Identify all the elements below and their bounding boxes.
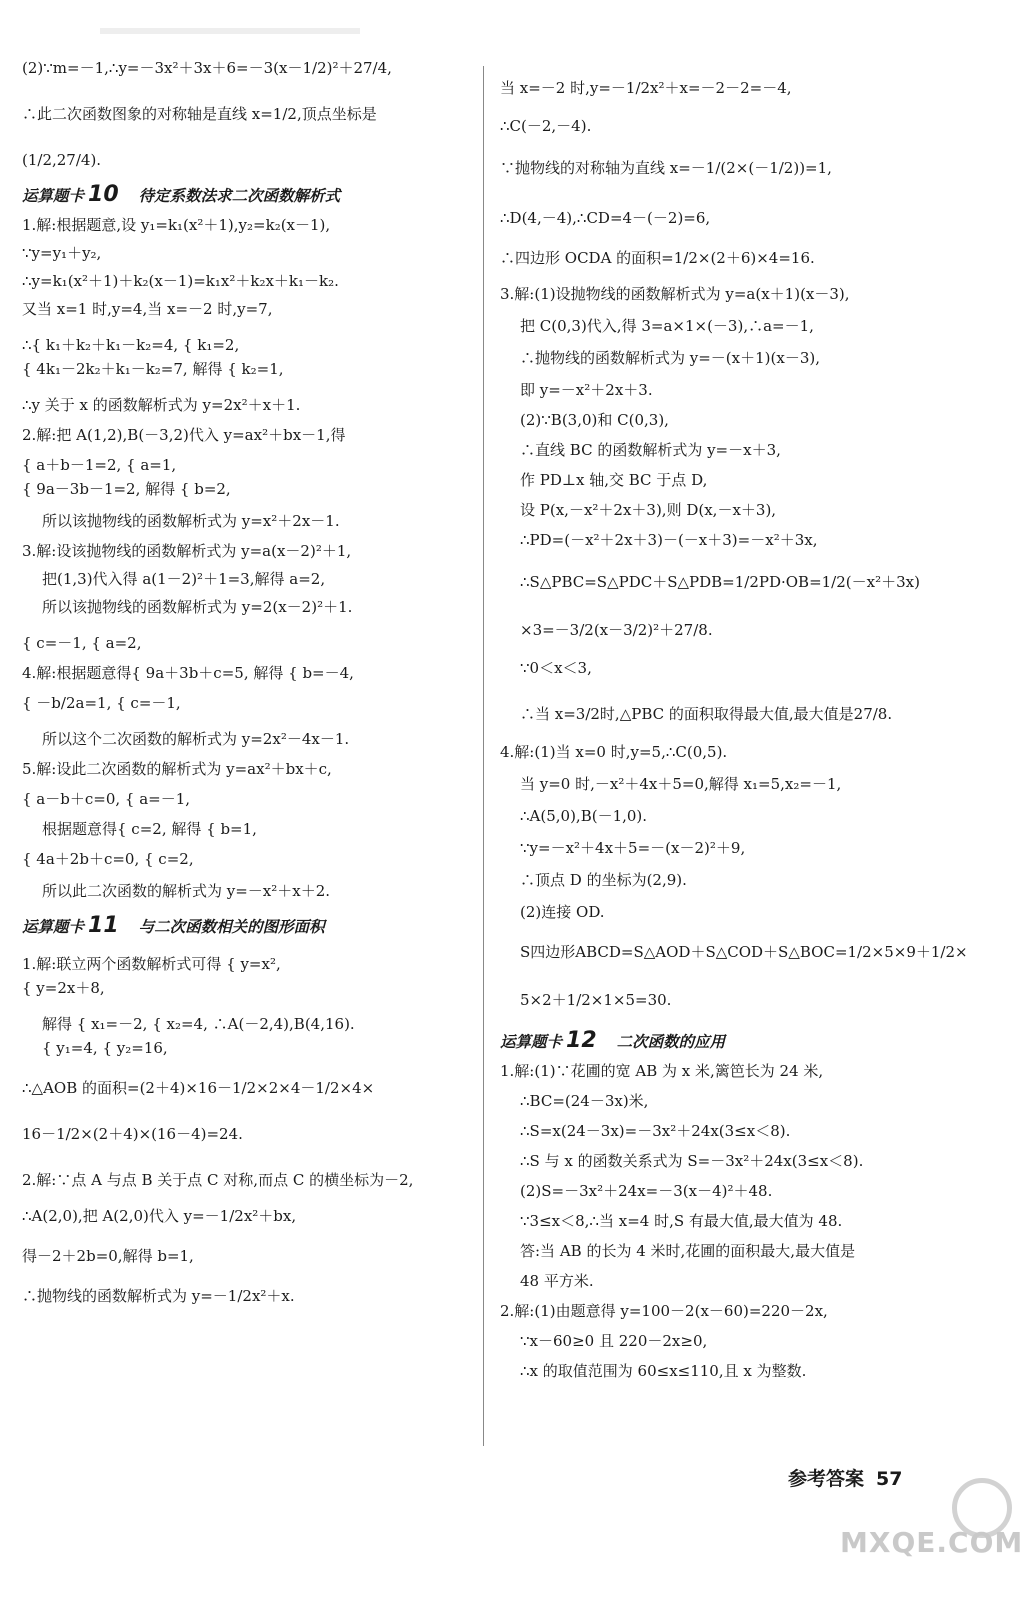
solution-line: ∵3≤x＜8,∴当 x=4 时,S 有最大值,最大值为 48. [520, 1212, 843, 1230]
solution-line: 1.解:(1)∵花圃的宽 AB 为 x 米,篱笆长为 24 米, [500, 1062, 824, 1080]
page-footer [788, 1464, 902, 1491]
solution-line: ∴S 与 x 的函数关系式为 S=－3x²＋24x(3≤x＜8). [520, 1152, 864, 1170]
solution-line: 当 x=－2 时,y=－1/2x²＋x=－2－2=－4, [500, 79, 792, 97]
solution-line: S四边形ABCD=S△AOD＋S△COD＋S△BOC=1/2×5×9＋1/2× [520, 943, 968, 961]
section-heading [22, 184, 472, 207]
solution-line: ∴C(－2,－4). [500, 117, 592, 135]
solution-line: { a－b＋c=0, { a=－1, [22, 790, 191, 808]
solution-line: 当 y=0 时,－x²＋4x＋5=0,解得 x₁=5,x₂=－1, [520, 775, 842, 793]
solution-line: ∴x 的取值范围为 60≤x≤110,且 x 为整数. [520, 1362, 807, 1380]
solution-line: 2.解:∵点 A 与点 B 关于点 C 对称,而点 C 的横坐标为－2, [22, 1171, 414, 1189]
heading-number: 12 [566, 1028, 597, 1053]
solution-line: ∵y=y₁＋y₂, [22, 244, 102, 262]
heading-label: 运算题卡 [500, 1033, 563, 1051]
solution-line: 所以该抛物线的函数解析式为 y=2(x－2)²＋1. [42, 598, 353, 616]
solution-line: (2)S=－3x²＋24x=－3(x－4)²＋48. [520, 1182, 773, 1200]
heading-number: 11 [88, 913, 119, 938]
solution-line: { 4k₁－2k₂＋k₁－k₂=7, 解得 { k₂=1, [22, 360, 284, 378]
section-heading [22, 915, 472, 938]
solution-line: ∴PD=(－x²＋2x＋3)－(－x＋3)=－x²＋3x, [520, 531, 818, 549]
page-number: 57 [876, 1468, 903, 1490]
solution-line: { 9a－3b－1=2, 解得 { b=2, [22, 480, 231, 498]
solution-line: 48 平方米. [520, 1272, 594, 1290]
solution-line: ∴△AOB 的面积=(2＋4)×16－1/2×2×4－1/2×4× [22, 1079, 375, 1097]
solution-line: ∴y=k₁(x²＋1)＋k₂(x－1)=k₁x²＋k₂x＋k₁－k₂. [22, 272, 339, 290]
solution-line: ∴四边形 OCDA 的面积=1/2×(2＋6)×4=16. [500, 249, 815, 267]
solution-line: 所以该抛物线的函数解析式为 y=x²＋2x－1. [42, 512, 340, 530]
heading-label: 运算题卡 [22, 918, 85, 936]
solution-line: 5×2＋1/2×1×5=30. [520, 991, 672, 1009]
solution-line: ∴顶点 D 的坐标为(2,9). [520, 871, 687, 889]
solution-line: 又当 x=1 时,y=4,当 x=－2 时,y=7, [22, 300, 273, 318]
solution-line: 根据题意得{ c=2, 解得 { b=1, [42, 820, 257, 838]
solution-line: ∵x－60≥0 且 220－2x≥0, [520, 1332, 708, 1350]
heading-number: 10 [88, 182, 119, 207]
solution-line: 所以此二次函数的解析式为 y=－x²＋x＋2. [42, 882, 331, 900]
solution-line: ∴D(4,－4),∴CD=4－(－2)=6, [500, 209, 711, 227]
heading-title: 与二次函数相关的图形面积 [138, 918, 325, 936]
solution-line: (2)∵B(3,0)和 C(0,3), [520, 411, 669, 429]
solution-line: ×3=－3/2(x－3/2)²＋27/8. [520, 621, 713, 639]
solution-line: ∴此二次函数图象的对称轴是直线 x=1/2,顶点坐标是 [22, 105, 377, 123]
solution-line: 答:当 AB 的长为 4 米时,花圃的面积最大,最大值是 [520, 1242, 856, 1260]
section-heading [500, 1030, 1012, 1053]
solution-line: (1/2,27/4). [22, 151, 102, 169]
watermark: MXQE.COM [840, 1526, 1024, 1559]
solution-line: ∴当 x=3/2时,△PBC 的面积取得最大值,最大值是27/8. [520, 705, 893, 723]
solution-line: 所以这个二次函数的解析式为 y=2x²－4x－1. [42, 730, 350, 748]
solution-line: 解得 { x₁=－2, { x₂=4, ∴A(－2,4),B(4,16). [42, 1015, 355, 1033]
solution-line: 把 C(0,3)代入,得 3=a×1×(－3),∴a=－1, [520, 317, 814, 335]
solution-line: ∴抛物线的函数解析式为 y=－1/2x²＋x. [22, 1287, 295, 1305]
solution-line: { y₁=4, { y₂=16, [42, 1039, 168, 1057]
solution-line: 设 P(x,－x²＋2x＋3),则 D(x,－x＋3), [520, 501, 777, 519]
solution-line: ∴抛物线的函数解析式为 y=－(x＋1)(x－3), [520, 349, 820, 367]
solution-line: 把(1,3)代入得 a(1－2)²＋1=3,解得 a=2, [42, 570, 326, 588]
solution-line: ∴y 关于 x 的函数解析式为 y=2x²＋x＋1. [22, 396, 301, 414]
heading-title: 待定系数法求二次函数解析式 [138, 187, 341, 205]
solution-line: 作 PD⊥x 轴,交 BC 于点 D, [520, 471, 708, 489]
solution-line: (2)∵m=－1,∴y=－3x²＋3x＋6=－3(x－1/2)²＋27/4, [22, 59, 392, 77]
left-column [22, 58, 472, 1306]
solution-line: { －b/2a=1, { c=－1, [22, 694, 181, 712]
solution-line: 即 y=－x²＋2x＋3. [520, 381, 653, 399]
solution-line: ∴BC=(24－3x)米, [520, 1092, 649, 1110]
solution-line: { a＋b－1=2, { a=1, [22, 456, 177, 474]
right-column [500, 58, 1012, 1381]
solution-line: 得－2＋2b=0,解得 b=1, [22, 1247, 194, 1265]
heading-title: 二次函数的应用 [616, 1033, 726, 1051]
solution-line: 16－1/2×(2＋4)×(16－4)=24. [22, 1125, 243, 1143]
solution-line: 2.解:(1)由题意得 y=100－2(x－60)=220－2x, [500, 1302, 828, 1320]
solution-line: 4.解:根据题意得{ 9a＋3b＋c=5, 解得 { b=－4, [22, 664, 354, 682]
solution-line: { y=2x＋8, [22, 979, 105, 997]
solution-line: ∴A(2,0),把 A(2,0)代入 y=－1/2x²＋bx, [22, 1207, 297, 1225]
heading-label: 运算题卡 [22, 187, 85, 205]
solution-line: 5.解:设此二次函数的解析式为 y=ax²＋bx＋c, [22, 760, 332, 778]
solution-line: ∵y=－x²＋4x＋5=－(x－2)²＋9, [520, 839, 746, 857]
solution-line: { c=－1, { a=2, [22, 634, 142, 652]
solution-line: 1.解:联立两个函数解析式可得 { y=x², [22, 955, 281, 973]
solution-line: 1.解:根据题意,设 y₁=k₁(x²＋1),y₂=k₂(x－1), [22, 216, 331, 234]
solution-line: 2.解:把 A(1,2),B(－3,2)代入 y=ax²＋bx－1,得 [22, 426, 346, 444]
solution-line: 3.解:(1)设抛物线的函数解析式为 y=a(x＋1)(x－3), [500, 285, 850, 303]
solution-line: ∴S=x(24－3x)=－3x²＋24x(3≤x＜8). [520, 1122, 791, 1140]
solution-line: ∴直线 BC 的函数解析式为 y=－x＋3, [520, 441, 781, 459]
solution-line: { 4a＋2b＋c=0, { c=2, [22, 850, 194, 868]
solution-line: ∵抛物线的对称轴为直线 x=－1/(2×(－1/2))=1, [500, 159, 832, 177]
column-divider [483, 66, 484, 1446]
solution-line: (2)连接 OD. [520, 903, 605, 921]
solution-line: ∴{ k₁＋k₂＋k₁－k₂=4, { k₁=2, [22, 336, 240, 354]
solution-line: ∴A(5,0),B(－1,0). [520, 807, 648, 825]
solution-line: ∴S△PBC=S△PDC＋S△PDB=1/2PD·OB=1/2(－x²＋3x) [520, 573, 920, 591]
footer-label: 参考答案 [788, 1468, 865, 1490]
solution-line: 3.解:设该抛物线的函数解析式为 y=a(x－2)²＋1, [22, 542, 352, 560]
solution-line: 4.解:(1)当 x=0 时,y=5,∴C(0,5). [500, 743, 728, 761]
faded-header-strip [100, 28, 360, 34]
solution-line: ∵0＜x＜3, [520, 659, 592, 677]
